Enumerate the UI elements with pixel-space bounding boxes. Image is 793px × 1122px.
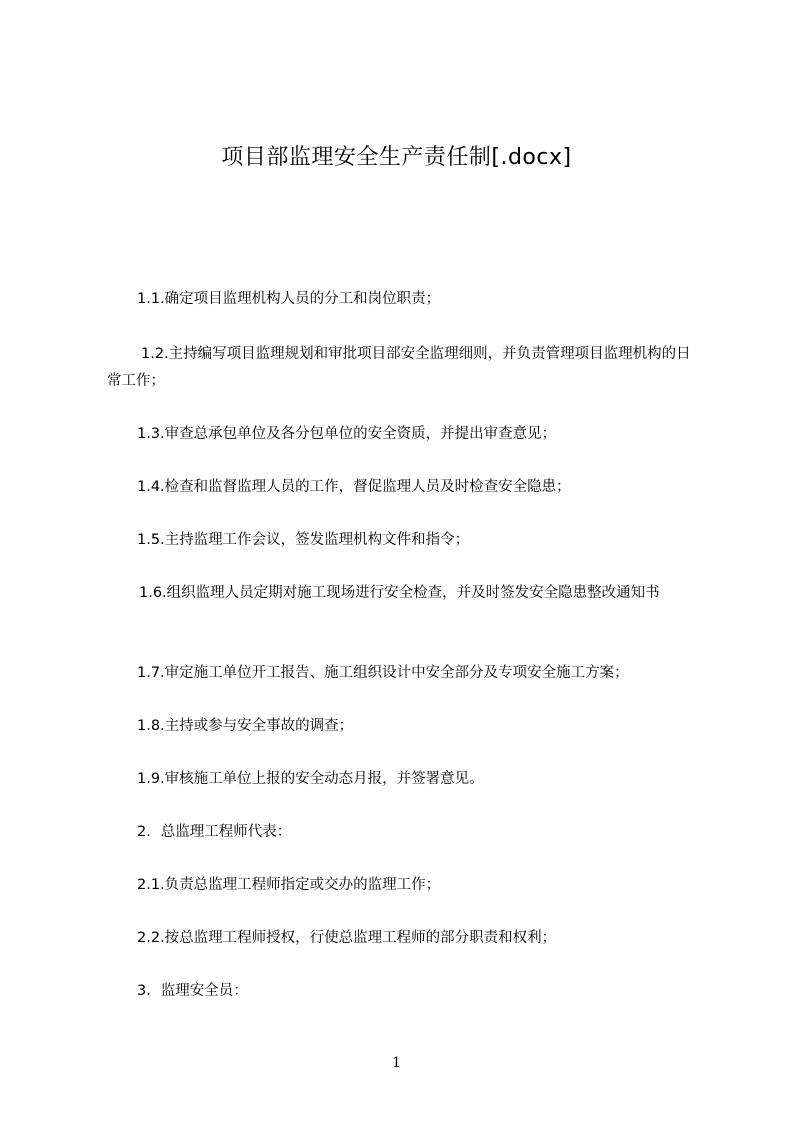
paragraph-1-5: 1.5.主持监理工作会议，签发监理机构文件和指令； — [137, 532, 470, 548]
paragraph-1-3: 1.3.审查总承包单位及各分包单位的安全资质，并提出审查意见； — [137, 426, 557, 442]
section-heading-2: 2．总监理工程师代表： — [137, 824, 292, 840]
paragraph-1-9: 1.9.审核施工单位上报的安全动态月报，并签署意见。 — [137, 771, 484, 787]
document-title: 项目部监理安全生产责任制[.docx] — [221, 145, 572, 170]
page-number: 1 — [392, 1055, 401, 1071]
paragraph-2-1: 2.1.负责总监理工程师指定或交办的监理工作； — [137, 877, 441, 893]
paragraph-1-4: 1.4.检查和监督监理人员的工作，督促监理人员及时检查安全隐患； — [137, 479, 571, 495]
section-heading-3: 3．监理安全员： — [137, 983, 248, 999]
paragraph-1-7: 1.7.审定施工单位开工报告、施工组织设计中安全部分及专项安全施工方案； — [137, 665, 629, 681]
paragraph-1-1: 1.1.确定项目监理机构人员的分工和岗位职责； — [137, 291, 441, 307]
paragraph-1-8: 1.8.主持或参与安全事故的调查； — [137, 718, 354, 734]
paragraph-2-2: 2.2.按总监理工程师授权，行使总监理工程师的部分职责和权利； — [137, 930, 557, 946]
paragraph-1-6: 1.6.组织监理人员定期对施工现场进行安全检查，并及时签发安全隐患整改通知书 — [139, 585, 660, 601]
paragraph-1-2: 1.2.主持编写项目监理规划和审批项目部安全监理细则，并负责管理项目监理机构的日常工作； — [107, 346, 691, 389]
